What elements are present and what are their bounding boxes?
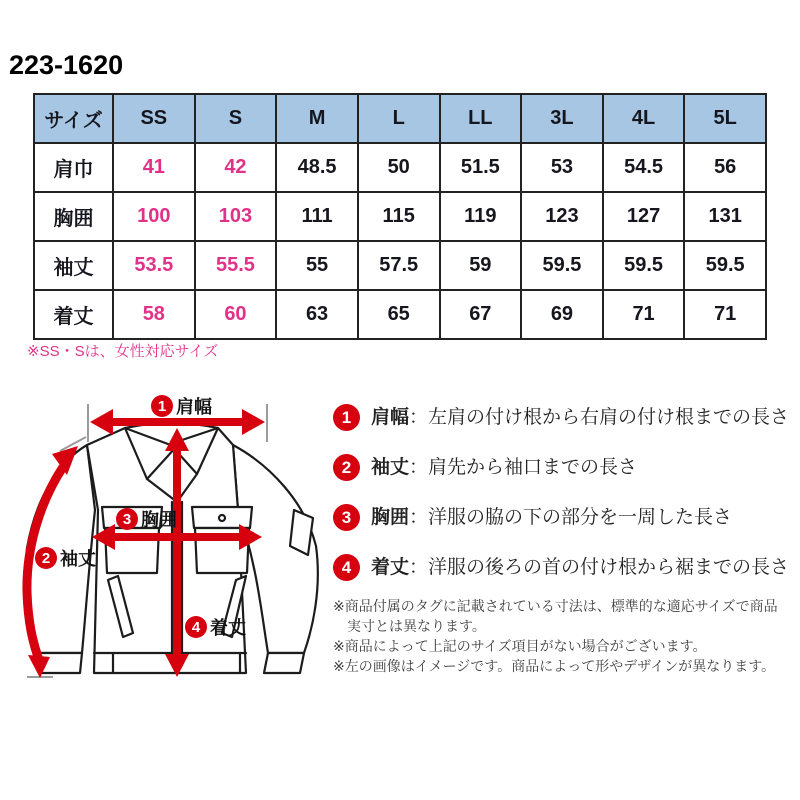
size-value-cell: 55.5 <box>195 241 277 290</box>
diagram-label: 着丈 <box>210 618 246 638</box>
size-value-cell: 56 <box>684 143 766 192</box>
size-col-header: 3L <box>521 94 603 143</box>
measurement-row-label: 肩巾 <box>34 143 113 192</box>
size-value-cell: 59.5 <box>521 241 603 290</box>
size-table-row <box>34 241 766 290</box>
size-value-cell: 60 <box>195 290 277 339</box>
size-value-cell: 63 <box>276 290 358 339</box>
size-value-cell: 59.5 <box>684 241 766 290</box>
size-col-header: 4L <box>603 94 685 143</box>
size-col-header: LL <box>440 94 522 143</box>
size-value-cell: 54.5 <box>603 143 685 192</box>
measurement-row-label: 着丈 <box>34 290 113 339</box>
size-value-cell: 53 <box>521 143 603 192</box>
badge-number: 2 <box>41 550 51 567</box>
number-badge: 1 <box>333 404 360 431</box>
size-value-cell: 59.5 <box>603 241 685 290</box>
footnotes <box>333 596 788 676</box>
measure-guide-item <box>333 504 800 531</box>
size-col-header: M <box>276 94 358 143</box>
size-col-header: S <box>195 94 277 143</box>
size-value-cell: 48.5 <box>276 143 358 192</box>
number-badge: 4 <box>333 554 360 581</box>
size-value-cell: 115 <box>358 192 440 241</box>
footnote: ※商品によって上記のサイズ項目がない場合がございます。 <box>333 638 707 654</box>
measurement-row-label: 胸囲 <box>34 192 113 241</box>
size-value-cell: 119 <box>440 192 522 241</box>
size-table-row <box>34 192 766 241</box>
size-col-header: L <box>358 94 440 143</box>
badge-number: 4 <box>191 619 201 636</box>
size-value-cell: 41 <box>113 143 195 192</box>
measure-description: 胸囲：洋服の脇の下の部分を一周した長さ <box>371 507 733 528</box>
size-col-header: 5L <box>684 94 766 143</box>
size-col-header: SS <box>113 94 195 143</box>
badge-number: 1 <box>157 398 167 415</box>
footnote: ※商品付属のタグに記載されている寸法は、標準的な適応サイズで商品実寸とは異なります。 <box>333 598 778 634</box>
measure-description: 肩幅：左肩の付け根から右肩の付け根までの長さ <box>371 407 790 428</box>
measure-description: 着丈：洋服の後ろの首の付け根から裾までの長さ <box>371 557 790 578</box>
measure-guide <box>333 404 800 604</box>
size-value-cell: 103 <box>195 192 277 241</box>
size-value-cell: 111 <box>276 192 358 241</box>
measure-description: 袖丈：肩先から袖口までの長さ <box>371 457 638 478</box>
size-value-cell: 71 <box>603 290 685 339</box>
size-value-cell: 53.5 <box>113 241 195 290</box>
size-value-cell: 50 <box>358 143 440 192</box>
product-code: 223-1620 <box>9 50 124 80</box>
size-value-cell: 71 <box>684 290 766 339</box>
diagram-label: 胸囲 <box>141 510 177 530</box>
size-value-cell: 42 <box>195 143 277 192</box>
number-badge: 2 <box>333 454 360 481</box>
jacket-measurement-diagram <box>0 380 340 710</box>
size-value-cell: 58 <box>113 290 195 339</box>
size-value-cell: 51.5 <box>440 143 522 192</box>
womens-size-note: ※SS・Sは、女性対応サイズ <box>27 343 219 360</box>
number-badge: 3 <box>333 504 360 531</box>
size-value-cell: 131 <box>684 192 766 241</box>
size-value-cell: 65 <box>358 290 440 339</box>
size-value-cell: 123 <box>521 192 603 241</box>
footnote: ※左の画像はイメージです。商品によって形やデザインが異なります。 <box>333 658 776 674</box>
badge-number: 3 <box>122 511 132 528</box>
measure-guide-item <box>333 404 800 431</box>
size-value-cell: 69 <box>521 290 603 339</box>
size-value-cell: 100 <box>113 192 195 241</box>
size-table-header-row <box>34 94 766 143</box>
size-value-cell: 127 <box>603 192 685 241</box>
diagram-label: 袖丈 <box>60 549 96 569</box>
size-table-corner-header: サイズ <box>34 94 113 143</box>
size-table-row <box>34 290 766 339</box>
size-value-cell: 67 <box>440 290 522 339</box>
size-value-cell: 57.5 <box>358 241 440 290</box>
measure-guide-item <box>333 554 800 581</box>
size-table <box>33 93 767 340</box>
diagram-label: 肩幅 <box>176 397 212 417</box>
measure-guide-item <box>333 454 800 481</box>
size-value-cell: 55 <box>276 241 358 290</box>
size-value-cell: 59 <box>440 241 522 290</box>
measurement-row-label: 袖丈 <box>34 241 113 290</box>
size-table-row <box>34 143 766 192</box>
